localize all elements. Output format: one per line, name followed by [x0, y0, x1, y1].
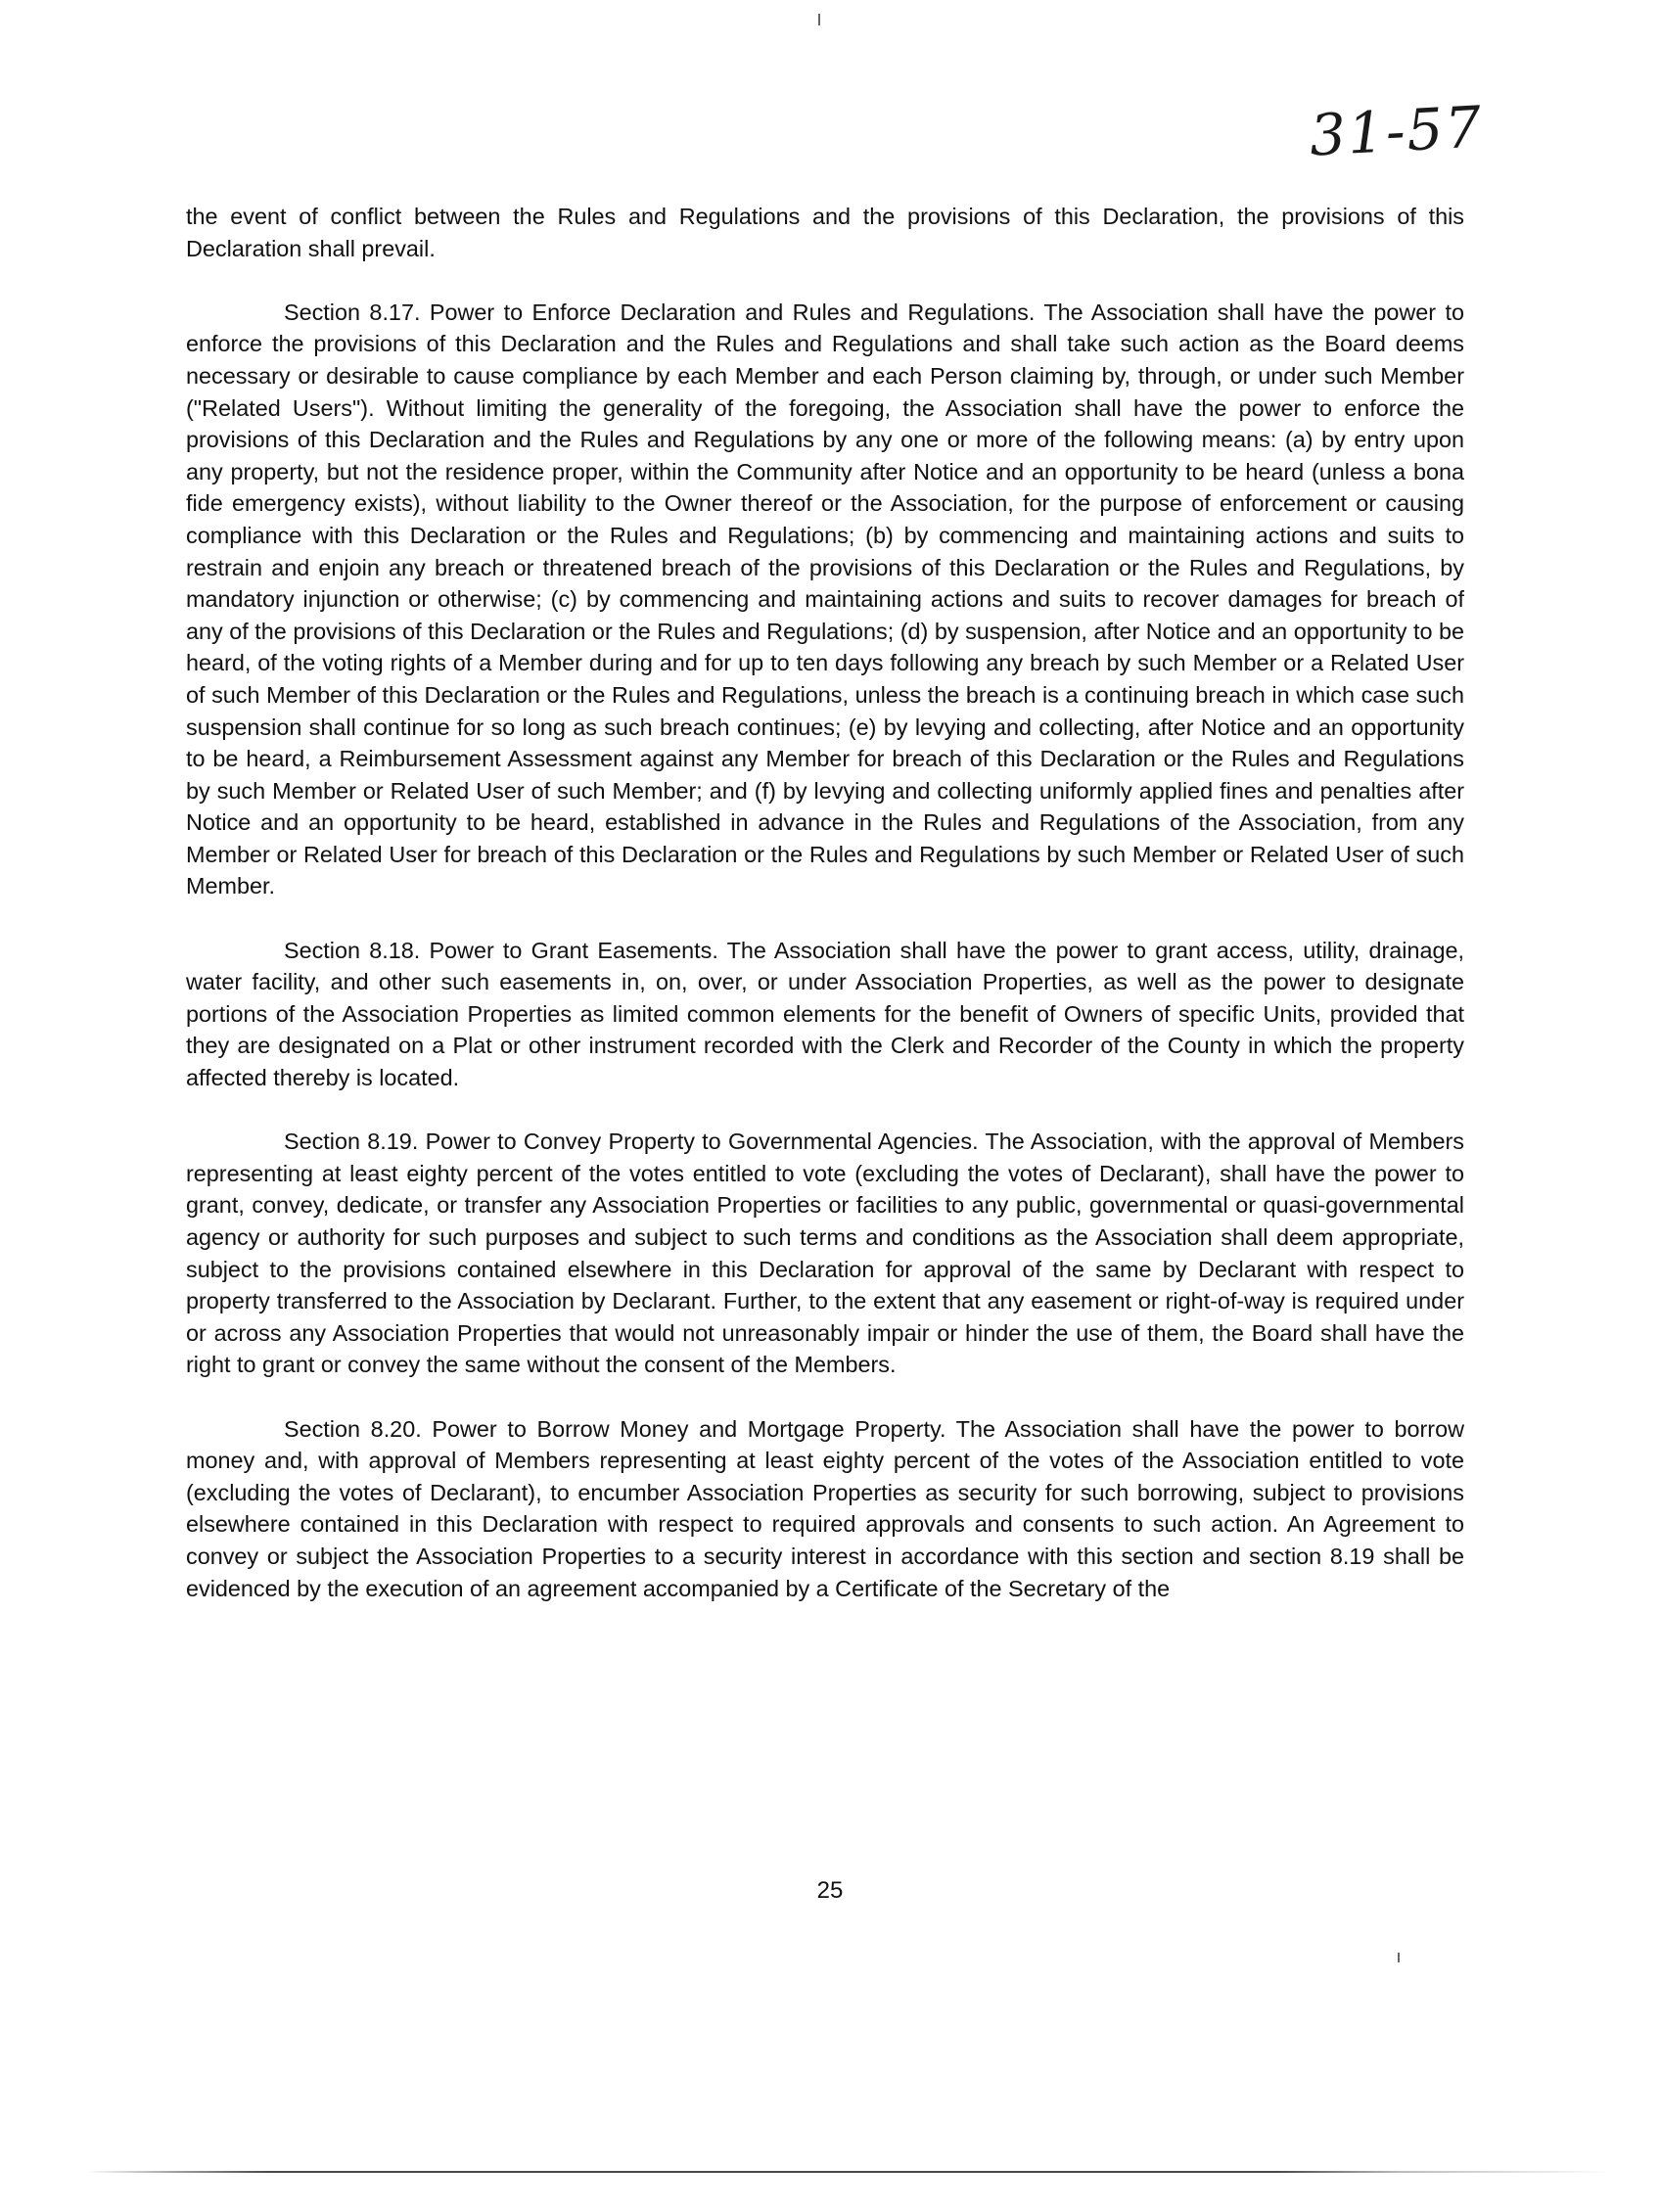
paragraph-section-8-17: Section 8.17. Power to Enforce Declaration and Rules and Regulations. The Association shall have the power to enforce the provisions of this Declaration and the Rules and Regulations and shall take such action as the Board deems necessary or desirable to cause compliance by each Member and each Person claiming by, through, or under such Member ("Related Users"). Without limiting the generality of the foregoing, the Association shall have the power to enforce the provisions of this Declaration and the Rules and Regulations by any one or more of the following means: (a) by entry upon any property, but not the residence proper, within the Community after Notice and an opportunity to be heard (unless a bona fide emergency exists), without liability to the Owner thereof or the Association, for the purpose of enforcement or causing compliance with this Declaration or the Rules and Regulations; (b) by commencing and maintaining actions and suits to restrain and enjoin any breach or threatened breach of the provisions of this Declaration or the Rules and Regulations, by mandatory injunction or otherwise; (c) by commencing and maintaining actions and suits to recover damages for breach of any of the provisions of this Declaration or the Rules and Regulations; (d) by suspension, after Notice and an opportunity to be heard, of the voting rights of a Member during and for up to ten days following any breach by such Member or a Related User of such Member of this Declaration or the Rules and Regulations, unless the breach is a continuing breach in which case such suspension shall continue for so long as such breach continues; (e) by levying and collecting, after Notice and an opportunity to be heard, a Reimbursement Assessment against any Member for breach of this Declaration or the Rules and Regulations by such Member or Related User of such Member; and (f) by levying and collecting uniformly applied fines and penalties after Notice and an opportunity to be heard, established in advance in the Rules and Regulations of the Association, from any Member or Related User for breach of this Declaration or the Rules and Regulations by such Member or Related User of such Member.: [186, 299, 1464, 899]
paragraph-section-8-20: Section 8.20. Power to Borrow Money and Mortgage Property. The Association shall have the power to borrow money and, with approval of Members representing at least eighty percent of the votes of the Association entitled to vote (excluding the votes of Declarant), to encumber Association Properties as security for such borrowing, subject to provisions elsewhere contained in this Declaration with respect to required approvals and consents to such action. An Agreement to convey or subject the Association Properties to a security interest in accordance with this section and section 8.19 shall be evidenced by the execution of an agreement accompanied by a Certificate of the Secretary of the: [186, 1415, 1464, 1601]
document-body: [186, 201, 1464, 1636]
scan-artifact-speck: [818, 14, 820, 25]
page-number: 25: [816, 1877, 844, 1904]
paragraph-continuation: the event of conflict between the Rules and Regulations and the provisions of this Declaration, the provisions of this Declaration shall prevail.: [186, 204, 1464, 261]
handwritten-reference-mark: 31-57: [1308, 93, 1485, 169]
paragraph-section-8-18: Section 8.18. Power to Grant Easements. The Association shall have the power to grant access, utility, drainage, water facility, and other such easements in, on, over, or under Association Properties, as well as the power to designate portions of the Association Properties as limited common elements for the benefit of Owners of specific Units, provided that they are designated on a Plat or other instrument recorded with the Clerk and Recorder of the County in which the property affected thereby is located.: [186, 937, 1464, 1091]
paragraph-section-8-19: Section 8.19. Power to Convey Property to Governmental Agencies. The Association, with the approval of Members representing at least eighty percent of the votes entitled to vote (excluding the votes of Declarant), shall have the power to grant, convey, dedicate, or transfer any Association Properties or facilities to any public, governmental or quasi-governmental agency or authority for such purposes and subject to such terms and conditions as the Association shall deem appropriate, subject to the provisions contained elsewhere in this Declaration for approval of the same by Declarant with respect to property transferred to the Association by Declarant. Further, to the extent that any easement or right-of-way is required under or across any Association Properties that would not unreasonably impair or hinder the use of them, the Board shall have the right to grant or convey the same without the consent of the Members.: [186, 1129, 1464, 1378]
scan-artifact-line: [86, 2171, 1613, 2173]
scan-artifact-speck: [1398, 1953, 1400, 1962]
